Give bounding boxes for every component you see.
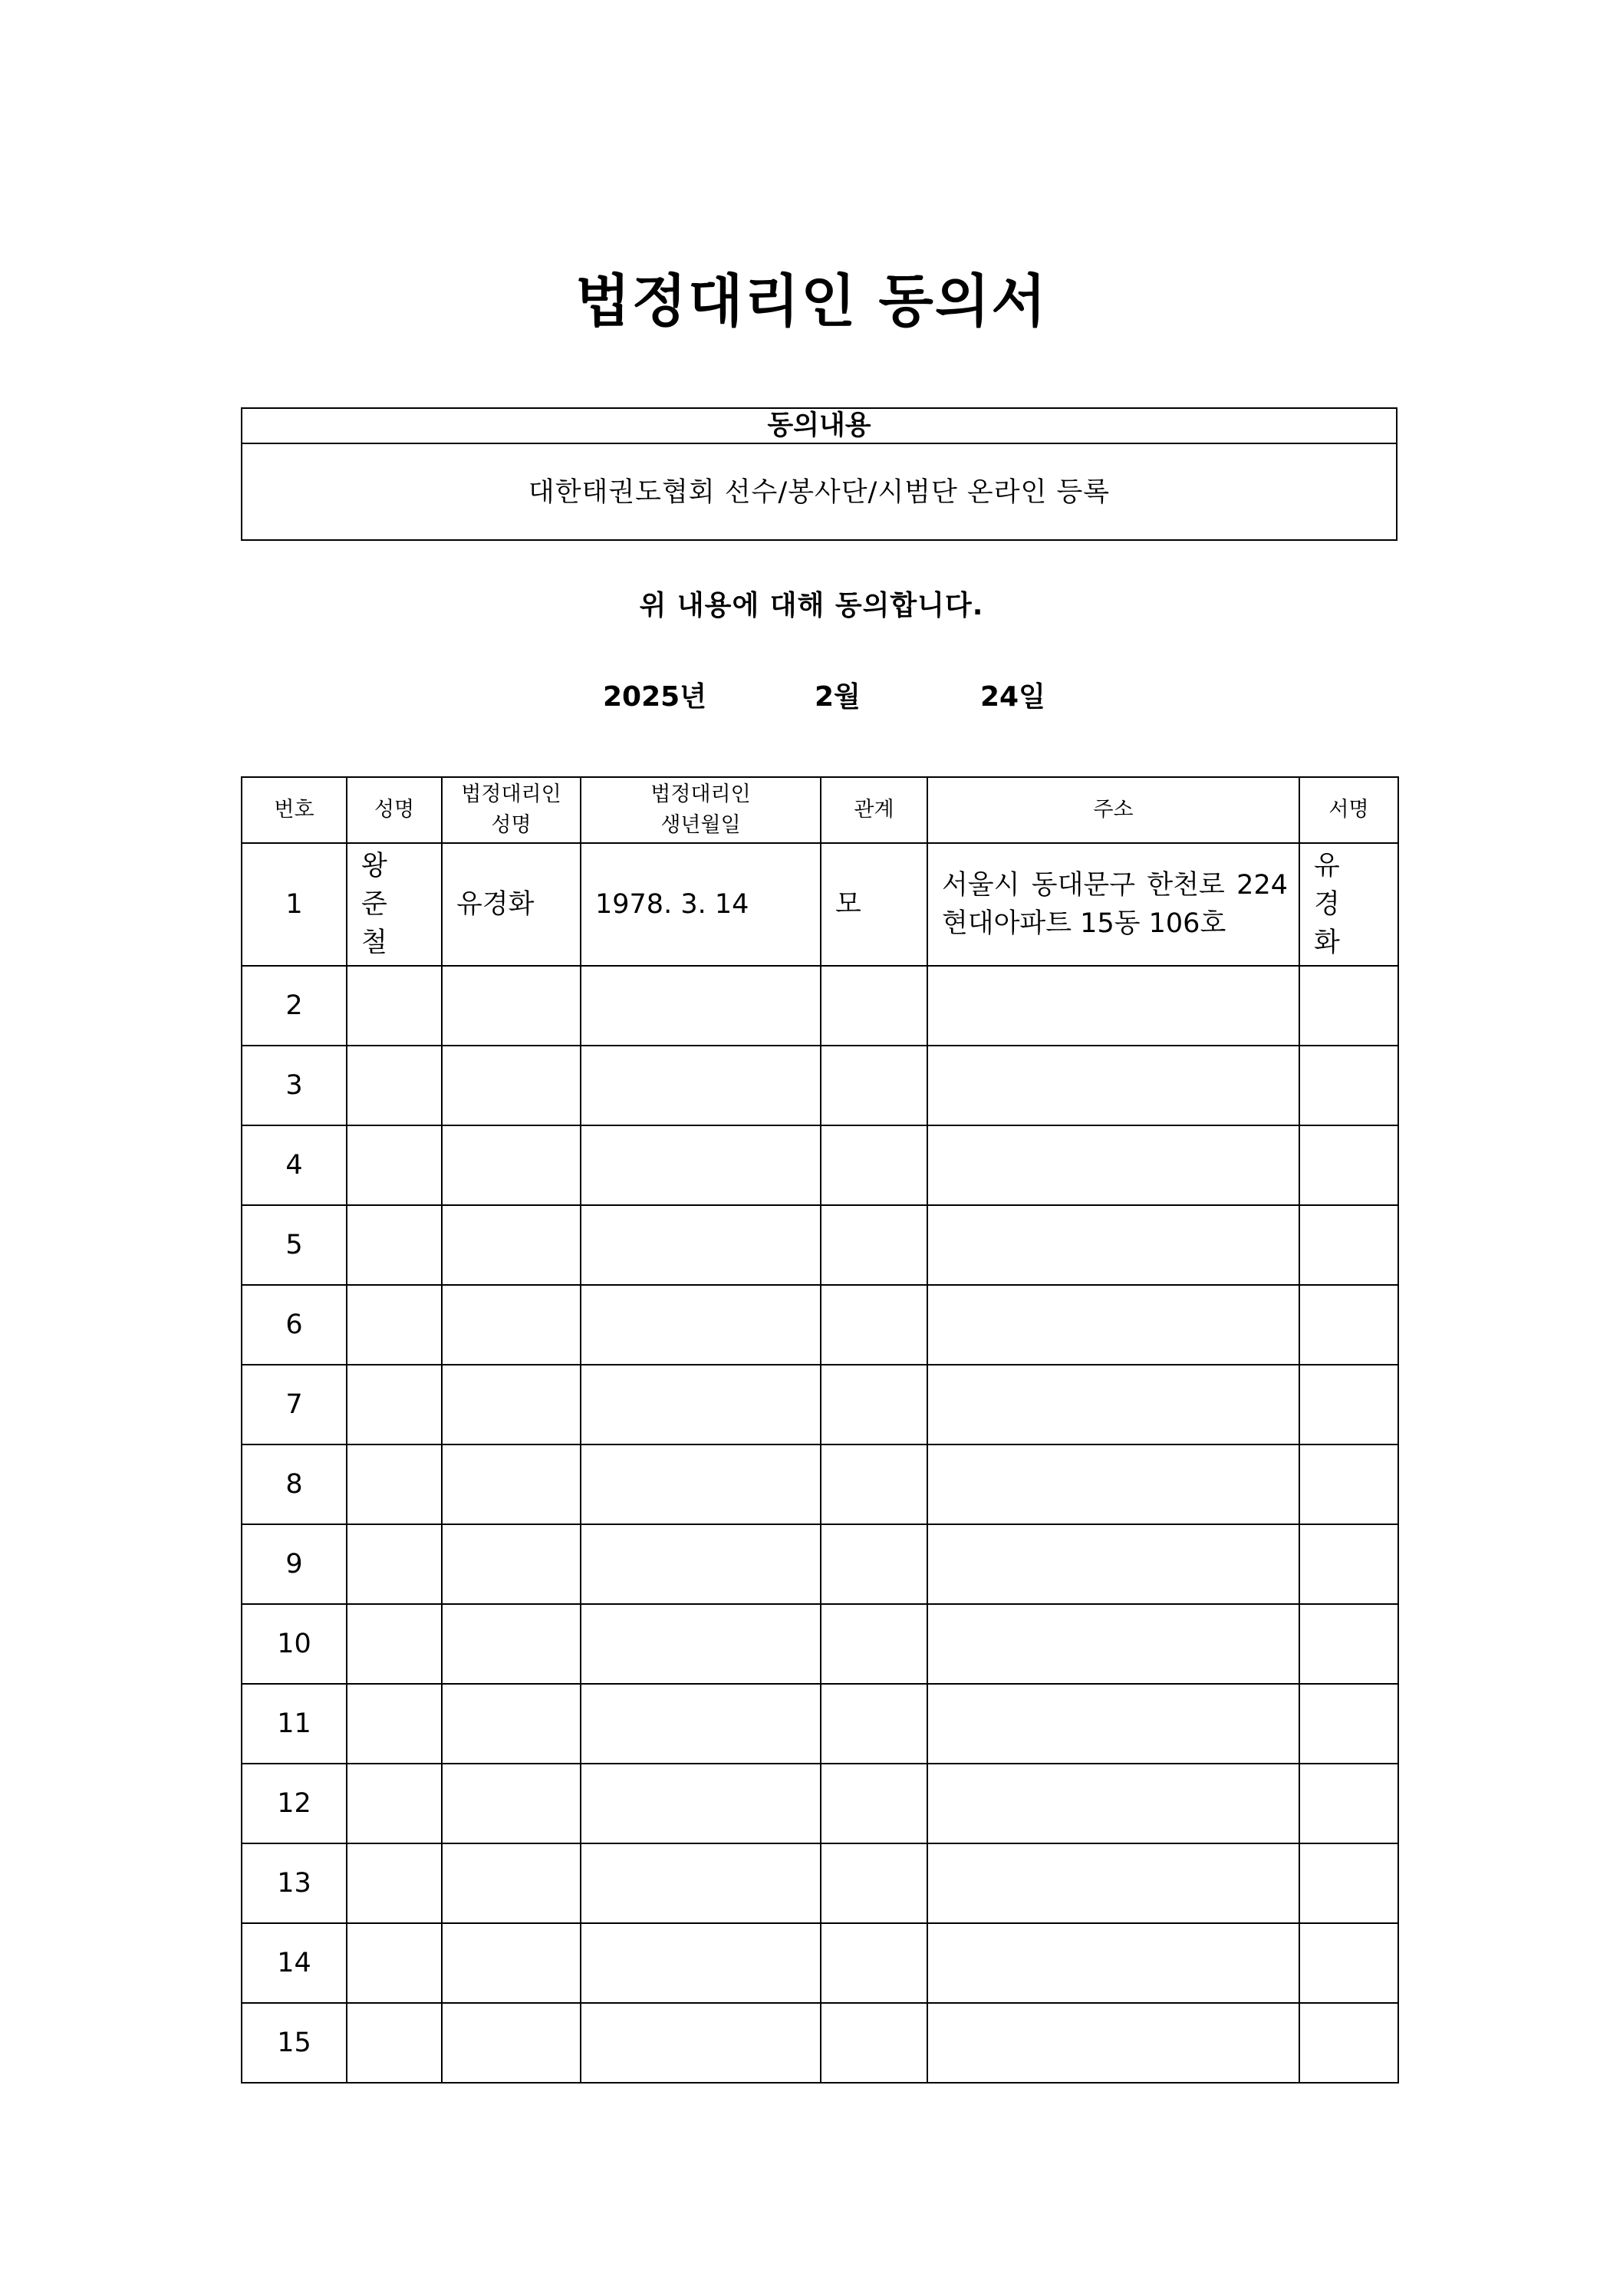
- cell-name[interactable]: [347, 1764, 442, 1843]
- cell-relation[interactable]: [821, 966, 927, 1046]
- cell-name[interactable]: [347, 1843, 442, 1923]
- cell-address[interactable]: [927, 1444, 1299, 1524]
- cell-no: 12: [242, 1764, 347, 1843]
- cell-relation[interactable]: [821, 1046, 927, 1125]
- cell-relation[interactable]: [821, 1524, 927, 1604]
- cell-name[interactable]: [347, 2003, 442, 2083]
- cell-guardian-dob[interactable]: [581, 1684, 821, 1764]
- cell-signature[interactable]: [1299, 2003, 1398, 2083]
- cell-guardian-dob: 1978. 3. 14: [581, 843, 821, 966]
- cell-address: 서울시 동대문구 한천로 224 현대아파트 15동 106호: [927, 843, 1299, 966]
- table-row: [242, 1365, 1398, 1444]
- consent-header: 동의내용: [242, 409, 1396, 444]
- cell-signature[interactable]: [1299, 1046, 1398, 1125]
- cell-relation[interactable]: [821, 1604, 927, 1684]
- date-year: 2025년: [603, 681, 706, 713]
- cell-relation[interactable]: [821, 1843, 927, 1923]
- guardian-table: [241, 776, 1399, 2084]
- date-day: 24일: [980, 681, 1045, 713]
- header-name: 성명: [347, 777, 442, 843]
- cell-relation: 모: [821, 843, 927, 966]
- table-row: [242, 1125, 1398, 1205]
- consent-box: [241, 407, 1397, 541]
- cell-address[interactable]: [927, 1125, 1299, 1205]
- cell-no: 4: [242, 1125, 347, 1205]
- header-guardian-dob-line2: 생년월일: [660, 813, 741, 837]
- cell-guardian-dob[interactable]: [581, 1923, 821, 2003]
- cell-guardian-name[interactable]: [442, 1604, 581, 1684]
- cell-guardian-dob[interactable]: [581, 966, 821, 1046]
- cell-no: 3: [242, 1046, 347, 1125]
- cell-guardian-name[interactable]: [442, 1365, 581, 1444]
- cell-no: 9: [242, 1524, 347, 1604]
- header-guardian-dob-line1: 법정대리인: [650, 782, 751, 806]
- cell-guardian-name[interactable]: [442, 966, 581, 1046]
- cell-signature[interactable]: [1299, 1125, 1398, 1205]
- cell-address[interactable]: [927, 1285, 1299, 1365]
- cell-guardian-name[interactable]: [442, 1764, 581, 1843]
- cell-name[interactable]: [347, 1444, 442, 1524]
- cell-guardian-dob[interactable]: [581, 1046, 821, 1125]
- cell-name[interactable]: [347, 1923, 442, 2003]
- cell-relation[interactable]: [821, 1684, 927, 1764]
- cell-signature[interactable]: [1299, 1923, 1398, 2003]
- cell-signature[interactable]: [1299, 1764, 1398, 1843]
- table-row: [242, 1604, 1398, 1684]
- table-row: [242, 1684, 1398, 1764]
- cell-relation[interactable]: [821, 1285, 927, 1365]
- cell-address[interactable]: [927, 1604, 1299, 1684]
- cell-name[interactable]: [347, 1365, 442, 1444]
- table-row: [242, 1843, 1398, 1923]
- cell-guardian-name[interactable]: [442, 1285, 581, 1365]
- cell-signature: 유 경 화: [1299, 843, 1398, 966]
- cell-guardian-name[interactable]: [442, 1125, 581, 1205]
- cell-name[interactable]: [347, 1604, 442, 1684]
- header-relation: 관계: [821, 777, 927, 843]
- table-row: [242, 966, 1398, 1046]
- cell-signature[interactable]: [1299, 966, 1398, 1046]
- cell-no: 15: [242, 2003, 347, 2083]
- header-guardian-name: [442, 777, 581, 843]
- cell-relation[interactable]: [821, 1365, 927, 1444]
- cell-guardian-dob[interactable]: [581, 1764, 821, 1843]
- header-guardian-name-line1: 법정대리인: [461, 782, 561, 806]
- cell-no: 13: [242, 1843, 347, 1923]
- cell-guardian-name: 유경화: [442, 843, 581, 966]
- table-row: [242, 1524, 1398, 1604]
- cell-signature[interactable]: [1299, 1365, 1398, 1444]
- header-signature: 서명: [1299, 777, 1398, 843]
- cell-no: 11: [242, 1684, 347, 1764]
- cell-guardian-name[interactable]: [442, 1923, 581, 2003]
- cell-name[interactable]: [347, 1285, 442, 1365]
- cell-address[interactable]: [927, 1764, 1299, 1843]
- header-address: 주소: [927, 777, 1299, 843]
- table-row: [242, 843, 1398, 966]
- cell-guardian-name[interactable]: [442, 1444, 581, 1524]
- cell-guardian-name[interactable]: [442, 1205, 581, 1285]
- cell-signature[interactable]: [1299, 1524, 1398, 1604]
- cell-guardian-name[interactable]: [442, 2003, 581, 2083]
- date-month: 2월: [815, 681, 861, 713]
- cell-address[interactable]: [927, 1923, 1299, 2003]
- cell-no: 6: [242, 1285, 347, 1365]
- cell-signature[interactable]: [1299, 1444, 1398, 1524]
- cell-name[interactable]: [347, 1684, 442, 1764]
- cell-guardian-name[interactable]: [442, 1046, 581, 1125]
- table-row: [242, 1205, 1398, 1285]
- cell-relation[interactable]: [821, 1125, 927, 1205]
- cell-name[interactable]: [347, 966, 442, 1046]
- cell-guardian-dob[interactable]: [581, 1444, 821, 1524]
- cell-address[interactable]: [927, 1205, 1299, 1285]
- cell-name[interactable]: [347, 1524, 442, 1604]
- cell-guardian-name[interactable]: [442, 1684, 581, 1764]
- cell-guardian-dob[interactable]: [581, 1205, 821, 1285]
- header-guardian-name-line2: 성명: [491, 813, 532, 837]
- cell-signature[interactable]: [1299, 1684, 1398, 1764]
- cell-guardian-name[interactable]: [442, 1843, 581, 1923]
- cell-no: 7: [242, 1365, 347, 1444]
- cell-no: 5: [242, 1205, 347, 1285]
- cell-address[interactable]: [927, 1046, 1299, 1125]
- cell-address[interactable]: [927, 1843, 1299, 1923]
- cell-guardian-dob[interactable]: [581, 1285, 821, 1365]
- cell-relation[interactable]: [821, 1205, 927, 1285]
- cell-name[interactable]: [347, 1046, 442, 1125]
- table-header-row: [242, 777, 1398, 843]
- cell-relation[interactable]: [821, 1444, 927, 1524]
- cell-address[interactable]: [927, 1365, 1299, 1444]
- page-title: 법정대리인 동의서: [575, 268, 1048, 334]
- cell-guardian-dob[interactable]: [581, 1524, 821, 1604]
- consent-text: 대한태권도협회 선수/봉사단/시범단 온라인 등록: [528, 477, 1111, 508]
- cell-signature[interactable]: [1299, 1604, 1398, 1684]
- header-no: 번호: [242, 777, 347, 843]
- cell-address[interactable]: [927, 1524, 1299, 1604]
- cell-guardian-name[interactable]: [442, 1524, 581, 1604]
- cell-address[interactable]: [927, 966, 1299, 1046]
- cell-guardian-dob[interactable]: [581, 1125, 821, 1205]
- header-guardian-dob: [581, 777, 821, 843]
- cell-no: 8: [242, 1444, 347, 1524]
- table-row: [242, 1444, 1398, 1524]
- table-row: [242, 1046, 1398, 1125]
- cell-relation[interactable]: [821, 2003, 927, 2083]
- cell-guardian-dob[interactable]: [581, 1365, 821, 1444]
- cell-no: 1: [242, 843, 347, 966]
- cell-name: 왕 준 철: [347, 843, 442, 966]
- cell-relation[interactable]: [821, 1923, 927, 2003]
- cell-address[interactable]: [927, 2003, 1299, 2083]
- cell-no: 14: [242, 1923, 347, 2003]
- cell-guardian-dob[interactable]: [581, 2003, 821, 2083]
- cell-no: 2: [242, 966, 347, 1046]
- cell-guardian-dob[interactable]: [581, 1604, 821, 1684]
- agree-statement: 위 내용에 대해 동의합니다.: [639, 590, 984, 621]
- cell-guardian-dob[interactable]: [581, 1843, 821, 1923]
- cell-address[interactable]: [927, 1684, 1299, 1764]
- table-row: [242, 2003, 1398, 2083]
- table-row: [242, 1285, 1398, 1365]
- cell-name[interactable]: [347, 1125, 442, 1205]
- cell-relation[interactable]: [821, 1764, 927, 1843]
- cell-signature[interactable]: [1299, 1843, 1398, 1923]
- cell-signature[interactable]: [1299, 1285, 1398, 1365]
- table-row: [242, 1764, 1398, 1843]
- cell-signature[interactable]: [1299, 1205, 1398, 1285]
- cell-name[interactable]: [347, 1205, 442, 1285]
- cell-no: 10: [242, 1604, 347, 1684]
- table-row: [242, 1923, 1398, 2003]
